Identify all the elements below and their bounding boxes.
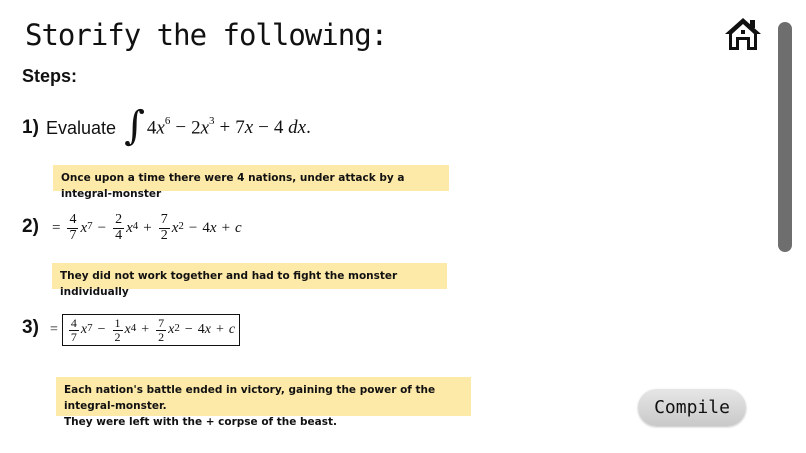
- integral-sign: ∫: [124, 103, 145, 149]
- step-number: 3): [22, 317, 39, 338]
- step-1-expression: Evaluate ∫ $4x^6$ − $2x^3$ + 7x − 4 dx.: [46, 103, 311, 149]
- scrollbar-thumb[interactable]: [778, 22, 792, 252]
- story-box: They did not work together and had to fight the monster individually: [52, 263, 447, 289]
- step-number: 1): [22, 117, 39, 138]
- story-box: [56, 377, 471, 428]
- steps-heading: Steps:: [22, 66, 78, 86]
- compile-button[interactable]: Compile: [638, 389, 746, 426]
- home-icon[interactable]: [724, 16, 762, 52]
- boxed-answer: $\frac{4}{7}$ x $^7$ − $\frac{1}{2}$ x $^4$ + $\frac{7}{2}$ x $^2$ − 4x + c: [62, 314, 240, 346]
- page-title: Storify the following:: [25, 18, 388, 52]
- step-3-expression: = $\frac{4}{7}$ x $^7$ − $\frac{1}{2}$ x $^4$ + $\frac{7}{2}$ x $^2$ − 4x + c: [50, 311, 240, 349]
- step-2-expression: = $\frac{4}{7}$ x $^7$ − $\frac{2}{4}$ x $^4$ + $\frac{7}{2}$ x $^2$ − 4x + c: [52, 211, 242, 243]
- step-number: 2): [22, 216, 39, 237]
- story-box: Once upon a time there were 4 nations, under attack by a integral-monster: [53, 165, 449, 191]
- story-line: Each nation's battle ended in victory, gaining the power of the integral-monster.: [64, 384, 436, 412]
- story-line: They were left with the + corpse of the beast.: [64, 416, 338, 428]
- evaluate-label: Evaluate: [46, 117, 117, 138]
